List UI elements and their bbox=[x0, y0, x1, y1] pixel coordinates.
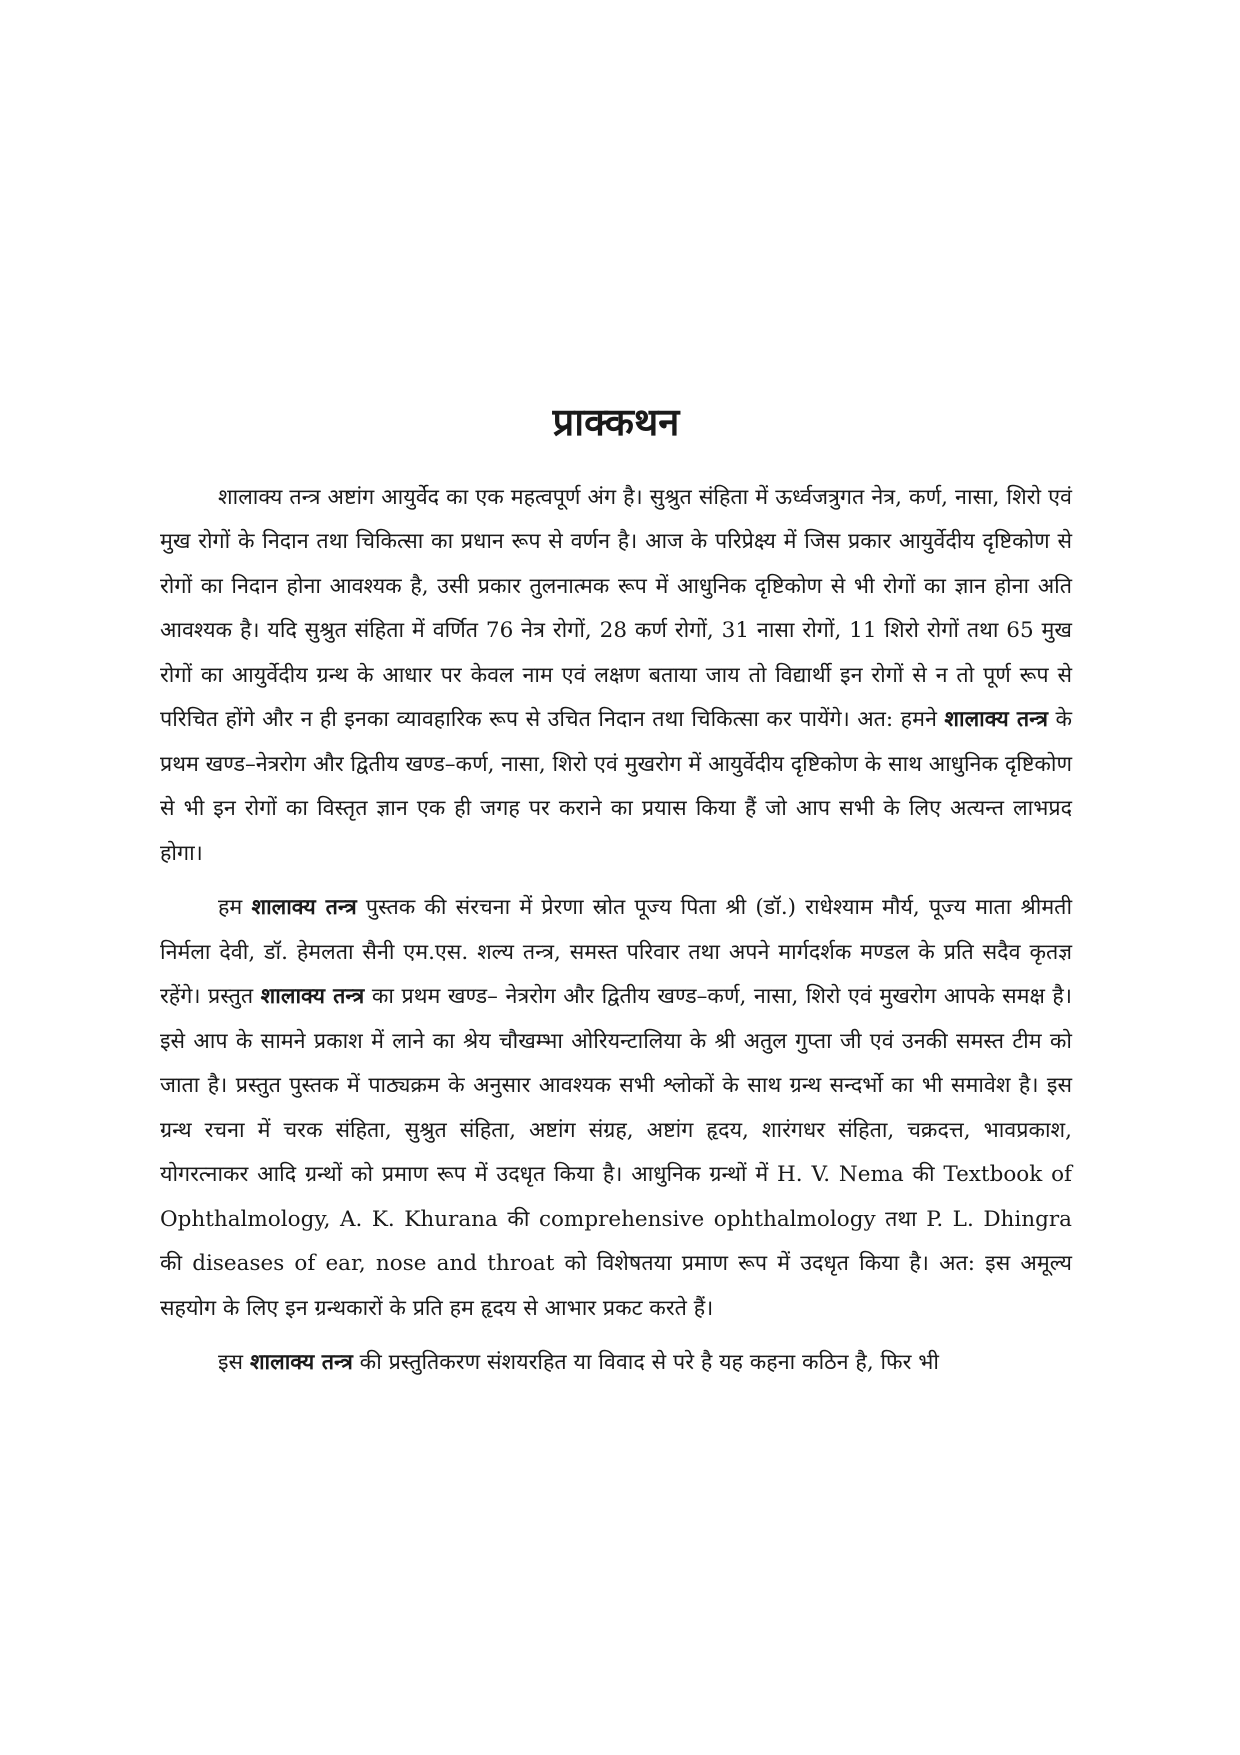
paragraph-1 bbox=[160, 476, 1072, 877]
page-title: प्राक्कथन bbox=[552, 400, 680, 444]
paragraph-3-text-b: की प्रस्तुतिकरण संशयरहित या विवाद से परे है यह कहना कठिन है, फिर भी bbox=[352, 1350, 939, 1376]
book-name: शालाक्य तन्त्र bbox=[251, 895, 357, 921]
paragraph-2 bbox=[160, 886, 1072, 1331]
paragraph-3 bbox=[160, 1341, 1072, 1386]
paragraph-3-text-a: इस bbox=[218, 1350, 250, 1376]
book-name: शालाक्य तन्त्र bbox=[260, 984, 365, 1010]
book-name: शालाक्य तन्त्र bbox=[944, 707, 1048, 733]
paragraph-2-text-c: का प्रथम खण्ड– नेत्ररोग और द्वितीय खण्ड–कर्ण, नासा, शिरो एवं मुखरोग आपके समक्ष है। इसे आप के सामने प्रकाश में लाने का श्रेय चौखम्भा ओरियन्टालिया के श्री अतुल गुप्ता जी एवं उनकी समस्त टीम को जाता है। प्रस्तुत पुस्तक में पाठ्यक्रम के अनुसार आवश्यक सभी श्लोकों के साथ ग्रन्थ सन्दर्भो का भी समावेश है। इस ग्रन्थ रचना में चरक संहिता, सुश्रुत संहिता, अष्टांग संग्रह, अष्टांग हृदय, शारंगधर संहिता, चक्रदत्त, भावप्रकाश, योगरत्नाकर आदि ग्रन्थों को प्रमाण रूप में उदधृत किया है। आधुनिक ग्रन्थों में H. V. Nema की Textbook of Ophthalmology, A. K. Khurana की comprehensive ophthalmology तथा P. L. Dhingra की diseases of ear, nose and throat को विशेषतया प्रमाण रूप में उदधृत किया है। अत: इस अमूल्य सहयोग के लिए इन ग्रन्थकारों के प्रति हम हृदय से आभार प्रकट करते हैं। bbox=[160, 984, 1072, 1321]
paragraph-1-text-b: के प्रथम खण्ड–नेत्ररोग और द्वितीय खण्ड–कर्ण, नासा, शिरो एवं मुखरोग में आयुर्वेदीय दृष्टिकोण के साथ आधुनिक दृष्टिकोण से भी इन रोगों का विस्तृत ज्ञान एक ही जगह पर कराने का प्रयास किया हैं जो आप सभी के लिए अत्यन्त लाभप्रद होगा। bbox=[160, 707, 1072, 866]
paragraph-2-text-a: हम bbox=[218, 895, 252, 921]
book-name: शालाक्य तन्त्र bbox=[249, 1350, 353, 1376]
paragraph-1-text-a: शालाक्य तन्त्र अष्टांग आयुर्वेद का एक महत्वपूर्ण अंग है। सुश्रुत संहिता में ऊर्ध्वजत्रुगत नेत्र, कर्ण, नासा, शिरो एवं मुख रोगों के निदान तथा चिकित्सा का प्रधान रूप से वर्णन है। आज के परिप्रेक्ष्य में जिस प्रकार आयुर्वेदीय दृष्टिकोण से रोगों का निदान होना आवश्यक है, उसी प्रकार तुलनात्मक रूप में आधुनिक दृष्टिकोण से भी रोगों का ज्ञान होना अति आवश्यक है। यदि सुश्रुत संहिता में वर्णित 76 नेत्र रोगों, 28 कर्ण रोगों, 31 नासा रोगों, 11 शिरो रोगों तथा 65 मुख रोगों का आयुर्वेदीय ग्रन्थ के आधार पर केवल नाम एवं लक्षण बताया जाय तो विद्यार्थी इन रोगों से न तो पूर्ण रूप से परिचित होंगे और न ही इनका व्यावहारिक रूप से उचित निदान तथा चिकित्सा कर पायेंगे। अत: हमने bbox=[160, 484, 1072, 733]
preface-page bbox=[160, 400, 1072, 1396]
paragraph-2-text-b: पुस्तक की संरचना में प्रेरणा स्रोत पूज्य पिता श्री (डॉ.) राधेश्याम मौर्य, पूज्य माता श्रीमती निर्मला देवी, डॉ. हेमलता सैनी एम.एस. शल्य तन्त्र, समस्त परिवार तथा अपने मार्गदर्शक मण्डल के प्रति सदैव कृतज्ञ रहेंगे। प्रस्तुत bbox=[160, 895, 1073, 1010]
